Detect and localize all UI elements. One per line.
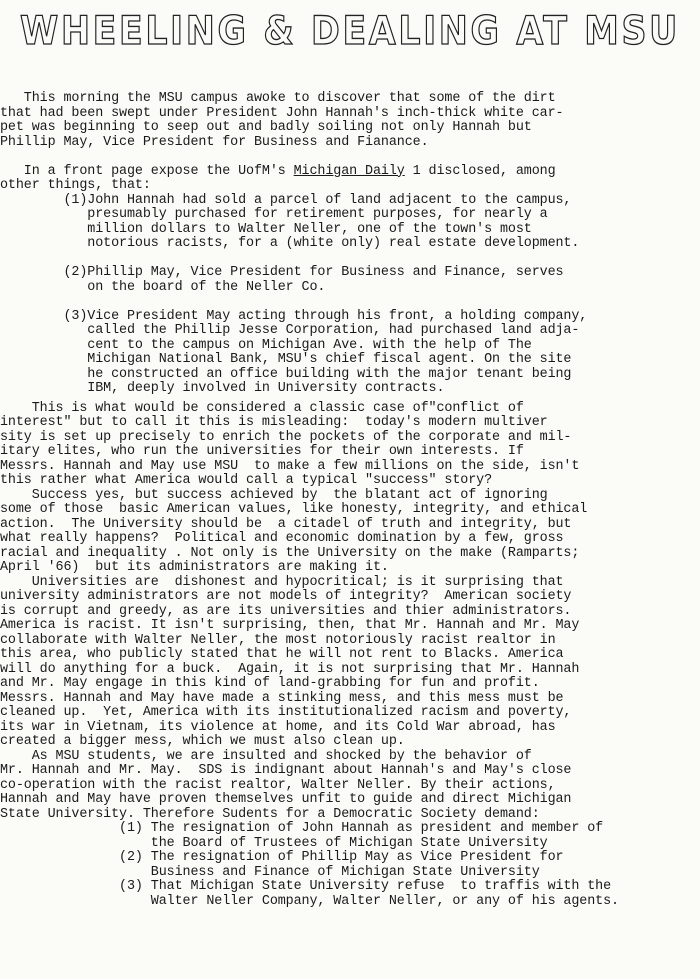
text-line: (2)Phillip May, Vice President for Business and Finance, serves bbox=[0, 265, 564, 280]
text-line: interest" but to call it this is misleading: today's modern multiver bbox=[0, 415, 548, 430]
text-line: notorious racists, for a (white only) real estate development. bbox=[0, 236, 580, 251]
text-line: sity is set up precisely to enrich the pockets of the corporate and mil- bbox=[0, 429, 572, 445]
text-line: collaborate with Walter Neller, the most notoriously racist realtor in bbox=[0, 632, 556, 648]
text-line: he constructed an office building with the major tenant being bbox=[0, 366, 572, 382]
document-title bbox=[0, 4, 700, 52]
text-line: will do anything for a buck. Again, it is not surprising that Mr. Hannah bbox=[0, 661, 580, 677]
text-line: This morning the MSU campus awoke to discover that some of the dirt bbox=[0, 91, 556, 106]
text-line: Phillip May, Vice President for Business and Fianance. bbox=[0, 134, 429, 150]
text-line: Messrs. Hannah and May have made a stinking mess, and this mess must be bbox=[0, 690, 564, 706]
text-line: Messrs. Hannah and May use MSU to make a few millions on the side, isn't bbox=[0, 458, 580, 474]
text-line: that had been swept under President John Hannah's inch-thick white car- bbox=[0, 105, 564, 121]
text-line: Hannah and May have proven themselves unfit to guide and direct Michigan bbox=[0, 792, 572, 807]
text-line: This is what would be considered a classic case of"conflict of bbox=[0, 400, 524, 416]
list-item bbox=[0, 194, 700, 252]
text-line: on the board of the Neller Co. bbox=[0, 279, 326, 295]
text-line: cleaned up. Yet, America with its institutionalized racism and poverty, bbox=[0, 705, 572, 720]
text-line: created a bigger mess, which we must also clean up. bbox=[0, 734, 405, 749]
text-line: co-operation with the racist realtor, Walter Neller. By their actions, bbox=[0, 777, 556, 793]
text-line: this area, who publicly stated that he will not rent to Blacks. America bbox=[0, 647, 564, 662]
text-line: (1)John Hannah had sold a parcel of land adjacent to the campus, bbox=[0, 192, 572, 208]
text-line: Mr. Hannah and Mr. May. SDS is indignant about Hannah's and May's close bbox=[0, 763, 572, 778]
text-line: IBM, deeply involved in University contracts. bbox=[0, 381, 445, 396]
text-line: itary elites, who run the universities for their own interests. If bbox=[0, 444, 524, 459]
text-line: million dollars to Walter Neller, one of the town's most bbox=[0, 221, 532, 237]
text-line: (2) The resignation of Phillip May as Vice President for bbox=[0, 850, 564, 865]
demands-list bbox=[0, 822, 700, 909]
text-line: its war in Vietnam, its violence at home, and its Cold War abroad, has bbox=[0, 719, 556, 735]
text-line: and Mr. May engage in this kind of land-grabbing for fun and profit. bbox=[0, 676, 540, 691]
text-line: State University. Therefore Sudents for a Democratic Society demand: bbox=[0, 806, 540, 822]
text-line: (3)Vice President May acting through his front, a holding company, bbox=[0, 308, 588, 324]
text-line: racial and inequality . Not only is the University on the make (Ramparts; bbox=[0, 545, 580, 561]
text-line: this rather what America would call a typical "success" story? bbox=[0, 473, 493, 488]
text-line: In a front page expose the UofM's Michigan Daily 1 disclosed, among bbox=[0, 163, 556, 179]
text-line: Universities are dishonest and hypocritical; is it surprising that bbox=[0, 574, 564, 590]
michigan-daily-title: Michigan Daily bbox=[293, 163, 405, 179]
intro-paragraph bbox=[0, 92, 700, 150]
text-line: presumably purchased for retirement purposes, for nearly a bbox=[0, 207, 548, 222]
text-line: cent to the campus on Michigan Ave. with the help of The bbox=[0, 337, 532, 353]
document-body bbox=[0, 92, 700, 909]
text-line: Success yes, but success achieved by the blatant act of ignoring bbox=[0, 487, 548, 503]
text-line: (1) The resignation of John Hannah as president and member of bbox=[0, 821, 604, 836]
text-line: is corrupt and greedy, as are its universities and thier administrators. bbox=[0, 603, 572, 619]
text-line: pet was beginning to seep out and badly soiling not only Hannah but bbox=[0, 120, 532, 135]
text-line: April '66) but its administrators are making it. bbox=[0, 560, 389, 575]
text-line: Walter Neller Company, Walter Neller, or any of his agents. bbox=[0, 893, 619, 909]
text-line: As MSU students, we are insulted and shocked by the behavior of bbox=[0, 748, 532, 764]
text-line: Business and Finance of Michigan State University bbox=[0, 864, 540, 880]
list-item bbox=[0, 310, 700, 397]
expose-paragraph bbox=[0, 165, 700, 194]
list-item bbox=[0, 266, 700, 295]
text-line: university administrators are not models of integrity? American society bbox=[0, 589, 572, 604]
text-line: (3) That Michigan State University refuse to traffis with the bbox=[0, 879, 612, 894]
text-line: what really happens? Political and economic domination by a few, gross bbox=[0, 531, 564, 546]
text-line: America is racist. It isn't surprising, then, that Mr. Hannah and Mr. May bbox=[0, 618, 580, 633]
text-line: the Board of Trustees of Michigan State University bbox=[0, 835, 548, 851]
title-text: WHEELING & DEALING AT MSU bbox=[20, 9, 680, 52]
text-line: other things, that: bbox=[0, 178, 151, 193]
text-line: Michigan National Bank, MSU's chief fiscal agent. On the site bbox=[0, 352, 572, 367]
text-line: some of those basic American values, like honesty, integrity, and ethical bbox=[0, 502, 588, 517]
body-paragraphs bbox=[0, 402, 700, 823]
text-line: action. The University should be a citadel of truth and integrity, but bbox=[0, 516, 572, 532]
text-line: called the Phillip Jesse Corporation, had purchased land adja- bbox=[0, 323, 580, 338]
